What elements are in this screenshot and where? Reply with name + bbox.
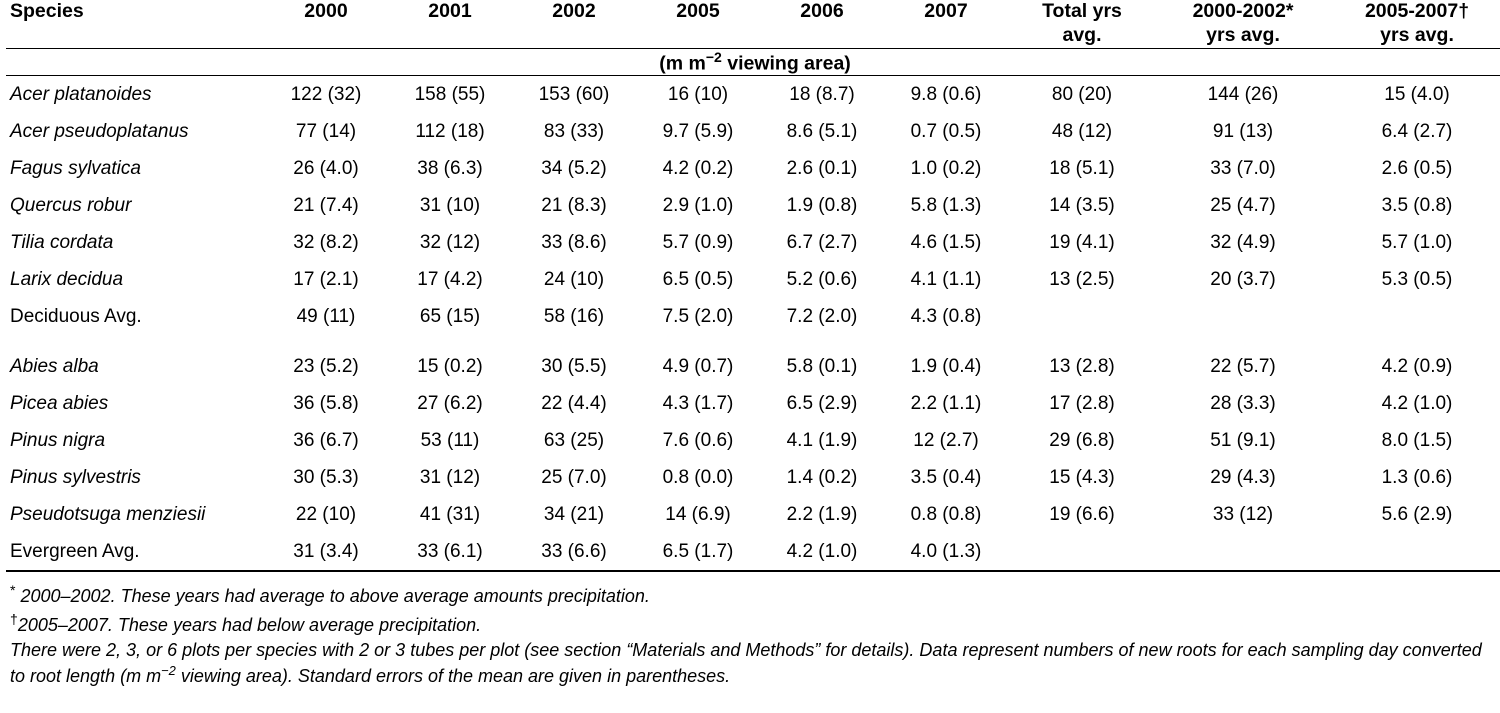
cell-species: Pseudotsuga menziesii [10, 503, 206, 525]
cell-value: 30 (5.5) [541, 355, 607, 377]
footnote-asterisk-mark: * [10, 582, 16, 599]
table-row-spacer [6, 335, 1500, 348]
cell-value: 0.7 (0.5) [910, 120, 982, 142]
cell-value: 63 (25) [543, 429, 605, 451]
table-row [6, 422, 1500, 459]
cell-value: 15 (0.2) [417, 355, 483, 377]
footnotes [6, 572, 1494, 689]
table-body [6, 76, 1500, 572]
cell-value: 4.3 (0.8) [910, 305, 982, 327]
cell-value: 15 (4.0) [1384, 83, 1450, 105]
cell-value: 6.5 (0.5) [662, 268, 734, 290]
footnote-dagger-text: 2005–2007. These years had below average precipitation. [17, 614, 482, 635]
table-header [6, 0, 1500, 76]
cell-value: 7.5 (2.0) [662, 305, 734, 327]
table-row [6, 113, 1500, 150]
table-row [6, 150, 1500, 187]
cell-value: 6.5 (1.7) [636, 533, 760, 571]
cell-value: 158 (55) [414, 83, 486, 105]
col-header-2005: 2005 [636, 0, 760, 48]
cell-value: 1.9 (0.8) [786, 194, 858, 216]
footnote-asterisk [10, 581, 1490, 609]
table-row [6, 496, 1500, 533]
footnote-general-part1: There were 2, 3, or 6 plots per species with 2 or 3 tubes per plot (see section “Materials and Methods” for details). Data represent numbers of new roots for each sampling day converted to root length (m m [10, 639, 1482, 687]
species-root-length-table [6, 0, 1500, 572]
cell-value: 6.4 (2.7) [1381, 120, 1453, 142]
cell-value: 17 (4.2) [417, 268, 483, 290]
col-header-2001: 2001 [388, 0, 512, 48]
cell-value: 34 (5.2) [541, 157, 607, 179]
cell-value: 4.1 (1.1) [910, 268, 982, 290]
cell-value: 36 (5.8) [293, 392, 359, 414]
col-header-2007: 2007 [884, 0, 1008, 48]
cell-value [1330, 533, 1500, 571]
cell-value: 34 (21) [543, 503, 605, 525]
cell-value: 1.0 (0.2) [910, 157, 982, 179]
cell-value: 2.2 (1.1) [910, 392, 982, 414]
cell-value: 9.8 (0.6) [910, 83, 982, 105]
cell-species: Pinus sylvestris [10, 466, 141, 488]
cell-value: 4.1 (1.9) [786, 429, 858, 451]
cell-value: 17 (2.8) [1049, 392, 1115, 414]
cell-value [1156, 298, 1330, 335]
cell-species: Tilia cordata [10, 231, 114, 253]
cell-value: 19 (6.6) [1049, 503, 1115, 525]
cell-value: 33 (12) [1212, 503, 1274, 525]
cell-value: 32 (4.9) [1210, 231, 1276, 253]
cell-value: 23 (5.2) [293, 355, 359, 377]
cell-value: 38 (6.3) [417, 157, 483, 179]
table-row [6, 261, 1500, 298]
col-header-species: Species [6, 0, 264, 48]
cell-value: 3.5 (0.4) [910, 466, 982, 488]
col-header-2000: 2000 [264, 0, 388, 48]
col-header-2006: 2006 [760, 0, 884, 48]
cell-value: 2.6 (0.1) [786, 157, 858, 179]
cell-value: 2.2 (1.9) [786, 503, 858, 525]
cell-value: 33 (8.6) [541, 231, 607, 253]
cell-value: 3.5 (0.8) [1381, 194, 1453, 216]
footnote-dagger-mark: † [10, 610, 18, 627]
cell-value: 19 (4.1) [1049, 231, 1115, 253]
cell-value: 144 (26) [1207, 83, 1279, 105]
table-row [6, 533, 1500, 571]
cell-value: 30 (5.3) [293, 466, 359, 488]
cell-value: 5.2 (0.6) [786, 268, 858, 290]
cell-value: 7.2 (2.0) [786, 305, 858, 327]
cell-value: 21 (7.4) [293, 194, 359, 216]
cell-value: 4.6 (1.5) [910, 231, 982, 253]
cell-species: Quercus robur [10, 194, 132, 216]
col-header-early-line2: yrs avg. [1206, 23, 1280, 46]
cell-species: Acer pseudoplatanus [10, 120, 189, 142]
cell-value [1156, 533, 1330, 571]
cell-value [1008, 533, 1156, 571]
col-header-total-line1: Total yrs [1042, 0, 1122, 22]
cell-value: 7.6 (0.6) [662, 429, 734, 451]
cell-value: 1.4 (0.2) [786, 466, 858, 488]
cell-value: 36 (6.7) [293, 429, 359, 451]
cell-value: 58 (16) [543, 305, 605, 327]
col-header-total-line2: avg. [1062, 23, 1102, 46]
units-exponent: −2 [705, 48, 722, 65]
header-row [6, 0, 1500, 48]
cell-value: 22 (5.7) [1210, 355, 1276, 377]
cell-value: 2.6 (0.5) [1381, 157, 1453, 179]
spacer-cell [6, 335, 1500, 348]
cell-value: 33 (7.0) [1210, 157, 1276, 179]
cell-value: 0.8 (0.0) [662, 466, 734, 488]
cell-value [1008, 298, 1156, 335]
table-row [6, 76, 1500, 114]
cell-value: 16 (10) [667, 83, 729, 105]
footnote-general-part2: viewing area). Standard errors of the mean are given in parentheses. [175, 666, 731, 687]
cell-value: 1.9 (0.4) [910, 355, 982, 377]
table-row [6, 459, 1500, 496]
cell-value: 14 (3.5) [1049, 194, 1115, 216]
cell-value: 4.3 (1.7) [662, 392, 734, 414]
cell-value: 8.6 (5.1) [786, 120, 858, 142]
cell-value: 21 (8.3) [541, 194, 607, 216]
cell-value: 4.2 (1.0) [1381, 392, 1453, 414]
cell-value: 6.5 (2.9) [786, 392, 858, 414]
cell-value: 41 (31) [419, 503, 481, 525]
units-prefix: (m m [659, 52, 706, 75]
cell-value: 4.2 (0.9) [1381, 355, 1453, 377]
cell-value: 5.7 (1.0) [1381, 231, 1453, 253]
cell-value: 17 (2.1) [293, 268, 359, 290]
units-suffix: viewing area) [721, 52, 851, 75]
cell-value: 80 (20) [1051, 83, 1113, 105]
cell-value: 29 (6.8) [1049, 429, 1115, 451]
cell-value: 4.2 (1.0) [760, 533, 884, 571]
cell-species: Deciduous Avg. [10, 305, 142, 327]
table-row [6, 187, 1500, 224]
cell-value: 8.0 (1.5) [1381, 429, 1453, 451]
cell-value: 13 (2.5) [1049, 268, 1115, 290]
cell-value: 14 (6.9) [665, 503, 731, 525]
cell-value: 31 (3.4) [264, 533, 388, 571]
cell-value: 29 (4.3) [1210, 466, 1276, 488]
cell-value: 9.7 (5.9) [662, 120, 734, 142]
units-label [6, 48, 1500, 76]
footnote-asterisk-text: 2000–2002. These years had average to above average amounts precipitation. [15, 586, 650, 607]
cell-value: 2.9 (1.0) [662, 194, 734, 216]
cell-value: 32 (8.2) [293, 231, 359, 253]
cell-value: 12 (2.7) [913, 429, 979, 451]
cell-value: 18 (8.7) [789, 83, 855, 105]
col-header-2000-2002-avg [1156, 0, 1330, 48]
cell-species: Pinus nigra [10, 429, 106, 451]
cell-value: 122 (32) [290, 83, 362, 105]
cell-species: Abies alba [10, 355, 99, 377]
cell-value: 25 (4.7) [1210, 194, 1276, 216]
cell-value: 27 (6.2) [417, 392, 483, 414]
footnote-dagger [10, 610, 1490, 638]
cell-value: 48 (12) [1051, 120, 1113, 142]
cell-value: 77 (14) [295, 120, 357, 142]
col-header-early-line1: 2000-2002* [1192, 0, 1294, 22]
cell-value: 5.8 (1.3) [910, 194, 982, 216]
cell-value: 6.7 (2.7) [786, 231, 858, 253]
cell-value: 25 (7.0) [541, 466, 607, 488]
cell-value: 4.2 (0.2) [662, 157, 734, 179]
cell-value: 5.3 (0.5) [1381, 268, 1453, 290]
cell-value: 15 (4.3) [1049, 466, 1115, 488]
col-header-2002: 2002 [512, 0, 636, 48]
cell-value: 22 (4.4) [541, 392, 607, 414]
cell-value: 5.7 (0.9) [662, 231, 734, 253]
col-header-late-line2: yrs avg. [1380, 23, 1454, 46]
cell-value: 26 (4.0) [293, 157, 359, 179]
cell-species: Fagus sylvatica [10, 157, 141, 179]
cell-value: 1.3 (0.6) [1381, 466, 1453, 488]
cell-value: 65 (15) [419, 305, 481, 327]
cell-value: 0.8 (0.8) [910, 503, 982, 525]
cell-value: 13 (2.8) [1049, 355, 1115, 377]
cell-value: 31 (12) [419, 466, 481, 488]
cell-value: 5.8 (0.1) [786, 355, 858, 377]
cell-value: 53 (11) [420, 429, 480, 451]
table-row [6, 224, 1500, 261]
table-row [6, 385, 1500, 422]
col-header-late-line1: 2005-2007† [1364, 0, 1470, 22]
cell-species: Larix decidua [10, 268, 124, 290]
cell-value: 112 (18) [415, 120, 485, 142]
cell-value: 51 (9.1) [1210, 429, 1276, 451]
cell-value [1330, 298, 1500, 335]
cell-value: 83 (33) [543, 120, 605, 142]
cell-species: Acer platanoides [10, 83, 152, 105]
cell-value: 32 (12) [419, 231, 481, 253]
table-row [6, 348, 1500, 385]
cell-value: 4.9 (0.7) [662, 355, 734, 377]
cell-value: 91 (13) [1212, 120, 1274, 142]
cell-value: 20 (3.7) [1210, 268, 1276, 290]
cell-value: 22 (10) [295, 503, 357, 525]
cell-species: Picea abies [10, 392, 109, 414]
footnote-general [10, 639, 1490, 690]
col-header-total-yrs-avg [1008, 0, 1156, 48]
col-header-2005-2007-avg [1330, 0, 1500, 48]
footnote-general-exponent: −2 [161, 663, 176, 679]
cell-value: 33 (6.1) [388, 533, 512, 571]
cell-value: 31 (10) [419, 194, 481, 216]
cell-value: 33 (6.6) [512, 533, 636, 571]
cell-species: Evergreen Avg. [6, 533, 264, 571]
cell-value: 153 (60) [538, 83, 610, 105]
units-row [6, 48, 1500, 76]
cell-value: 28 (3.3) [1210, 392, 1276, 414]
cell-value: 4.0 (1.3) [884, 533, 1008, 571]
cell-value: 24 (10) [543, 268, 605, 290]
cell-value: 18 (5.1) [1049, 157, 1115, 179]
table-row [6, 298, 1500, 335]
cell-value: 5.6 (2.9) [1381, 503, 1453, 525]
cell-value: 49 (11) [296, 305, 356, 327]
